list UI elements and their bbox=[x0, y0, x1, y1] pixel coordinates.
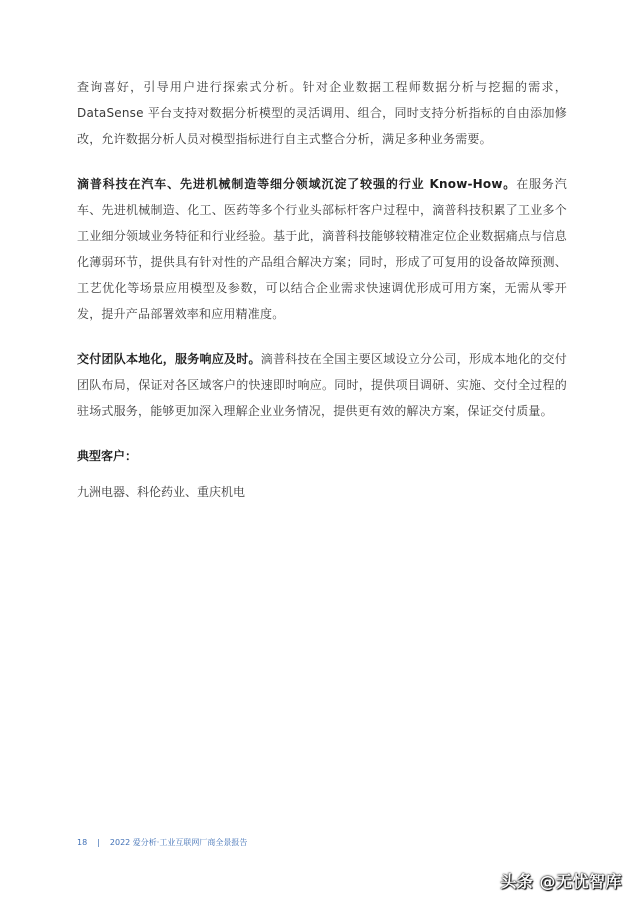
paragraph-delivery-text: 滴普科技在全国主要区域设立分公司，形成本地化的交付团队布局，保证对各区域客户的快速即时响应。同时，提供项目调研、实施、交付全过程的驻场式服务，能够更加深入理解企业业务情况，提供更有效的解决方案，保证交付质量。 bbox=[77, 352, 567, 418]
paragraph-industry-text: 在服务汽车、先进机械制造、化工、医药等多个行业头部标杆客户过程中，滴普科技积累了工业多个工业细分领域业务特征和行业经验。基于此，滴普科技能够较精准定位企业数据痛点与信息化薄弱环节，提供具有针对性的产品组合解决方案；同时，形成了可复用的设备故障预测、工艺优化等场景应用模型及参数，可以结合企业需求快速调优形成可用方案，无需从零开发，提升产品部署效率和应用精准度。 bbox=[77, 177, 567, 321]
footer-separator: | bbox=[97, 838, 100, 847]
customers-heading: 典型客户： bbox=[77, 449, 138, 463]
paragraph-local-delivery bbox=[77, 346, 567, 424]
page-number: 18 bbox=[77, 838, 88, 847]
page-footer bbox=[77, 836, 247, 850]
report-title: 2022 爱分析·工业互联网厂商全景报告 bbox=[109, 838, 248, 847]
watermark: 头条 @无忧智库 bbox=[500, 872, 622, 891]
paragraph-delivery-lead: 交付团队本地化，服务响应及时。 bbox=[77, 352, 261, 366]
paragraph-industry-know-how bbox=[77, 171, 567, 327]
page-content bbox=[77, 74, 567, 505]
paragraph-datasense-text: 查询喜好，引导用户进行探索式分析。针对企业数据工程师数据分析与挖掘的需求，DataSense 平台支持对数据分析模型的灵活调用、组合，同时支持分析指标的自由添加修改，允许数据分析人员对模型指标进行自主式整合分析，满足多种业务需要。 bbox=[77, 80, 567, 146]
paragraph-datasense bbox=[77, 74, 567, 152]
paragraph-industry-lead: 滴普科技在汽车、先进机械制造等细分领域沉淀了较强的行业 Know-How。 bbox=[77, 177, 517, 191]
customers-list: 九洲电器、科伦药业、重庆机电 bbox=[77, 485, 246, 499]
